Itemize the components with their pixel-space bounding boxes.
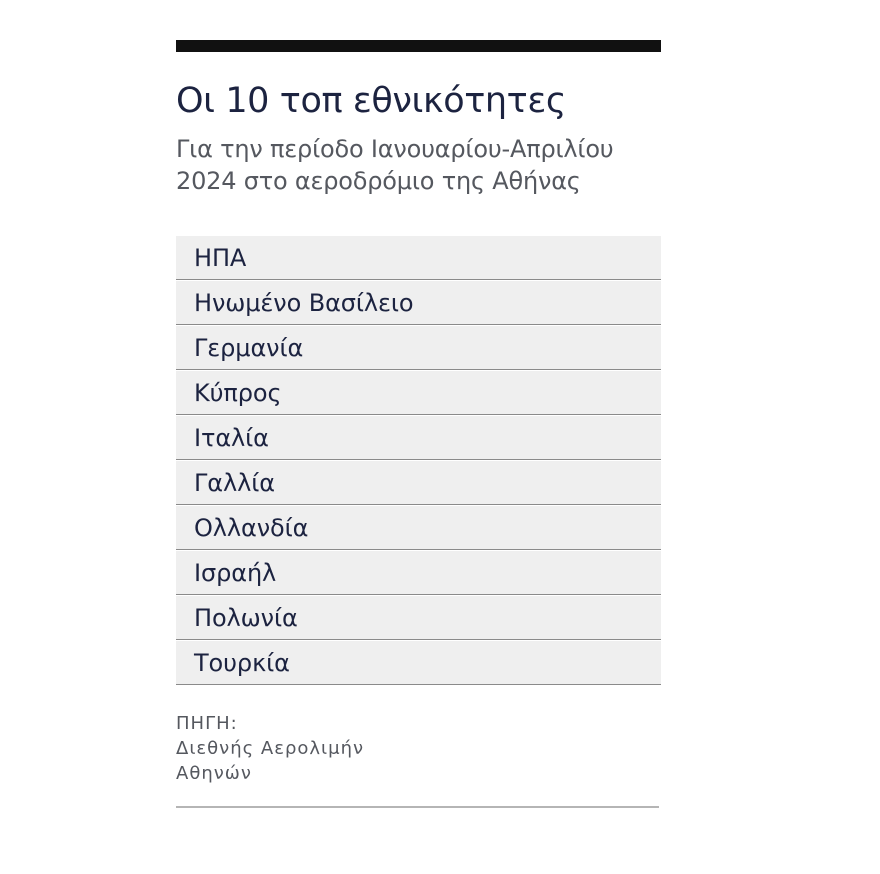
subtitle-line-1: Για την περίοδο Ιανουαρίου-Απριλίου: [176, 135, 614, 163]
subtitle-line-2: 2024 στο αεροδρόμιο της Αθήνας: [176, 167, 581, 195]
infographic-card: [176, 40, 661, 786]
list-item: Ηνωμένο Βασίλειο: [176, 281, 661, 325]
list-item: Ολλανδία: [176, 506, 661, 550]
subtitle: [176, 133, 661, 197]
top-rule: [176, 40, 661, 52]
list-item: Πολωνία: [176, 596, 661, 640]
list-item: Ισραήλ: [176, 551, 661, 595]
country-list: [176, 236, 661, 685]
source-label: ΠΗΓΗ:: [176, 713, 238, 734]
list-item: Γερμανία: [176, 326, 661, 370]
list-item: Ιταλία: [176, 416, 661, 460]
list-item: Τουρκία: [176, 641, 661, 685]
source-line-1: Διεθνής Αερολιμήν: [176, 738, 365, 759]
list-item: Κύπρος: [176, 371, 661, 415]
page-title: Οι 10 τοπ εθνικότητες: [176, 81, 567, 121]
bottom-rule: [176, 806, 659, 808]
source-note: [176, 711, 661, 786]
list-item: ΗΠΑ: [176, 236, 661, 280]
list-item: Γαλλία: [176, 461, 661, 505]
source-line-2: Αθηνών: [176, 763, 252, 784]
